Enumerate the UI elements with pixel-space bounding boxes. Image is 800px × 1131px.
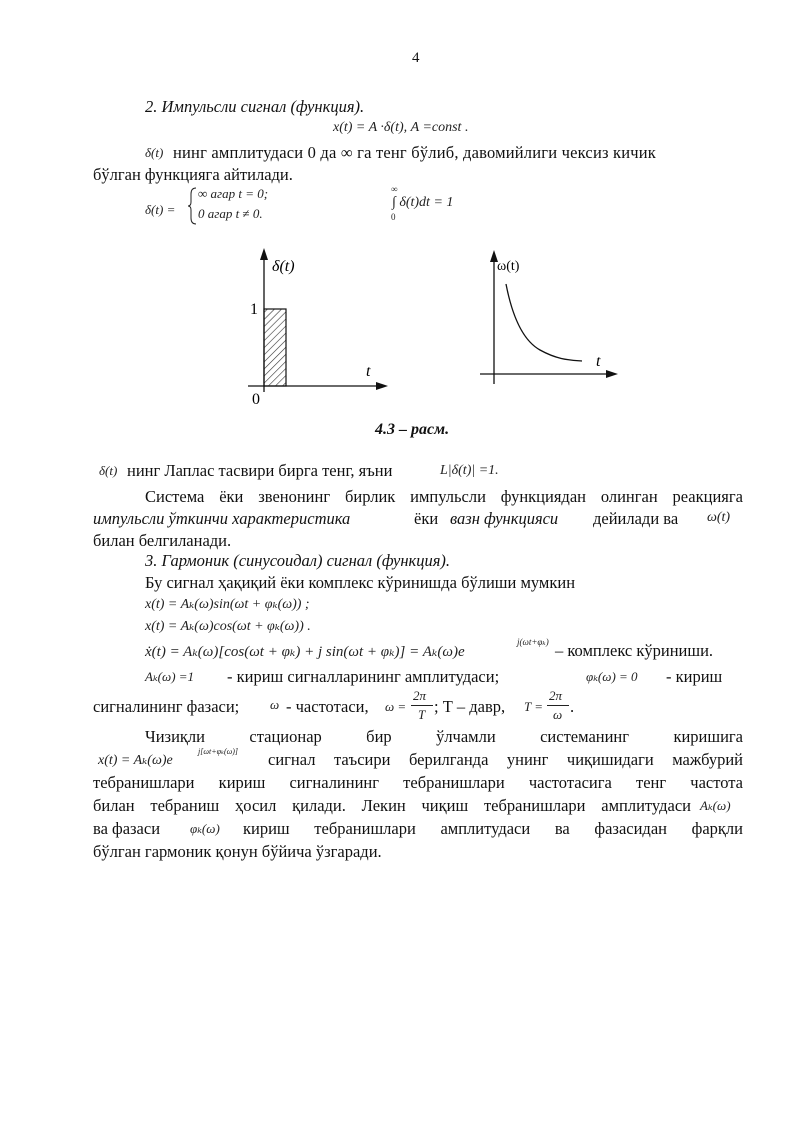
delta-definition-line1: нинг амплитудаси 0 да ∞ га тенг бўлиб, давомийлиги чексиз кичик (173, 143, 657, 162)
weight-function-symbol: ω(t) (707, 510, 731, 525)
period-frac-den: ω (553, 707, 563, 722)
left-origin: 0 (252, 391, 260, 408)
right-y-label: ω(t) (497, 259, 520, 274)
left-x-arrow (376, 382, 388, 390)
omega-frac-num: 2π (413, 688, 427, 703)
delta-definition-line2: бўлган функцияга айтилади. (93, 165, 293, 184)
period-end: . (570, 697, 575, 716)
frequency-text: - частотаси, (286, 697, 369, 716)
system-line-2-or: ёки (414, 509, 439, 528)
section-heading-impulse: 2. Импульсли сигнал (функция). (145, 97, 365, 116)
harmonic-sin-formula: x(t) = Aₖ(ω)sin(ωt + φₖ(ω)) ; (145, 597, 310, 612)
period-frac-num: 2π (549, 688, 563, 703)
final-line-5-end: кириш тебранишлари амплитудаси ва фазасидан фарқли (243, 819, 743, 838)
final-amplitude-symbol: Aₖ(ω) (700, 798, 731, 813)
impulse-rectangle (264, 309, 286, 386)
figure-4-3 (230, 240, 630, 410)
complex-form-formula: ẋ(t) = Aₖ(ω)[cos(ωt + φₖ) + j sin(ωt + φₖ)] = Aₖ(ω)e (145, 644, 465, 660)
piecewise-lhs: δ(t) = (145, 202, 176, 217)
amplitude-text-end: - кириш (666, 667, 723, 686)
piecewise-case-1: ∞ агар t = 0; (198, 186, 269, 201)
omega-frac-bar (411, 705, 433, 706)
omega-symbol: ω (270, 697, 280, 712)
final-line-3: тебранишлари кириш сигналининг тебранишлари частотасига тенг частота (93, 773, 743, 792)
system-line-2-called: дейилади ва (593, 509, 679, 528)
system-line-3: билан белгиланади. (93, 531, 232, 550)
period-formula-lhs: T = (524, 699, 544, 714)
integral-formula: ∫ δ(t)dt = 1 (392, 195, 454, 210)
page-number: 4 (412, 50, 420, 66)
impulse-formula: x(t) = A ·δ(t), A =const . (333, 120, 469, 135)
amplitude-formula: Aₖ(ω) =1 (145, 669, 195, 684)
left-x-label: t (366, 363, 371, 380)
laplace-text: нинг Лаплас тасвири бирга тенг, яъни (127, 461, 393, 480)
period-frac-bar (547, 705, 569, 706)
laplace-formula: L|δ(t)| =1. (440, 463, 499, 478)
final-line-5-start: ва фазаси (93, 819, 161, 838)
left-y-tick-1: 1 (250, 301, 258, 318)
piecewise-brace (188, 186, 198, 226)
decay-curve (506, 284, 582, 361)
final-line-6: бўлган гармоник қонун бўйича ўзгаради. (93, 842, 382, 861)
final-input-exponent: j[ωt+φₖ(ω)] (198, 747, 239, 756)
left-y-label: δ(t) (272, 258, 295, 275)
integral-upper-limit: ∞ (391, 184, 398, 194)
impulse-transient-characteristic: импульсли ўткинчи характеристика (93, 509, 351, 528)
final-line-4: билан тебраниш ҳосил қилади. Лекин чиқиш тебранишлари амплитудаси (93, 796, 691, 815)
period-text: ; Т – давр, (434, 697, 506, 716)
right-x-arrow (606, 370, 618, 378)
phase-text: сигналининг фазаси; (93, 697, 240, 716)
harmonic-cos-formula: x(t) = Aₖ(ω)cos(ωt + φₖ(ω)) . (145, 619, 311, 634)
final-line-1: Чизиқли стационар бир ўлчамли системанинг киришига (145, 727, 743, 746)
figure-caption: 4.3 – расм. (375, 421, 450, 438)
delta-symbol: δ(t) (145, 145, 164, 160)
system-line-1: Система ёки звенонинг бирлик импульсли функциядан олинган реакцияга (145, 487, 743, 506)
phase-formula: φₖ(ω) = 0 (586, 669, 638, 684)
weight-function-term: вазн функцияси (450, 509, 559, 528)
laplace-delta-symbol: δ(t) (99, 463, 118, 478)
right-x-label: t (596, 353, 601, 370)
integral-lower-limit: 0 (391, 212, 396, 222)
harmonic-intro: Бу сигнал ҳақиқий ёки комплекс кўринишда бўлиши мумкин (145, 573, 576, 592)
final-input-formula: x(t) = Aₖ(ω)e (98, 753, 173, 768)
left-y-arrow (260, 248, 268, 260)
amplitude-text: - кириш сигналларининг амплитудаси; (227, 667, 500, 686)
omega-frac-den: T (418, 707, 426, 722)
piecewise-case-2: 0 агар t ≠ 0. (198, 206, 263, 221)
complex-form-exponent: j(ωt+φₖ) (517, 637, 549, 647)
complex-form-label: – комплекс кўриниши. (555, 641, 714, 660)
omega-formula-lhs: ω = (385, 699, 407, 714)
final-phase-symbol: φₖ(ω) (190, 821, 220, 836)
final-line-2: сигнал таъсири берилганда унинг чиқишидаги мажбурий (268, 750, 743, 769)
section-heading-harmonic: 3. Гармоник (синусоидал) сигнал (функция). (145, 551, 451, 570)
